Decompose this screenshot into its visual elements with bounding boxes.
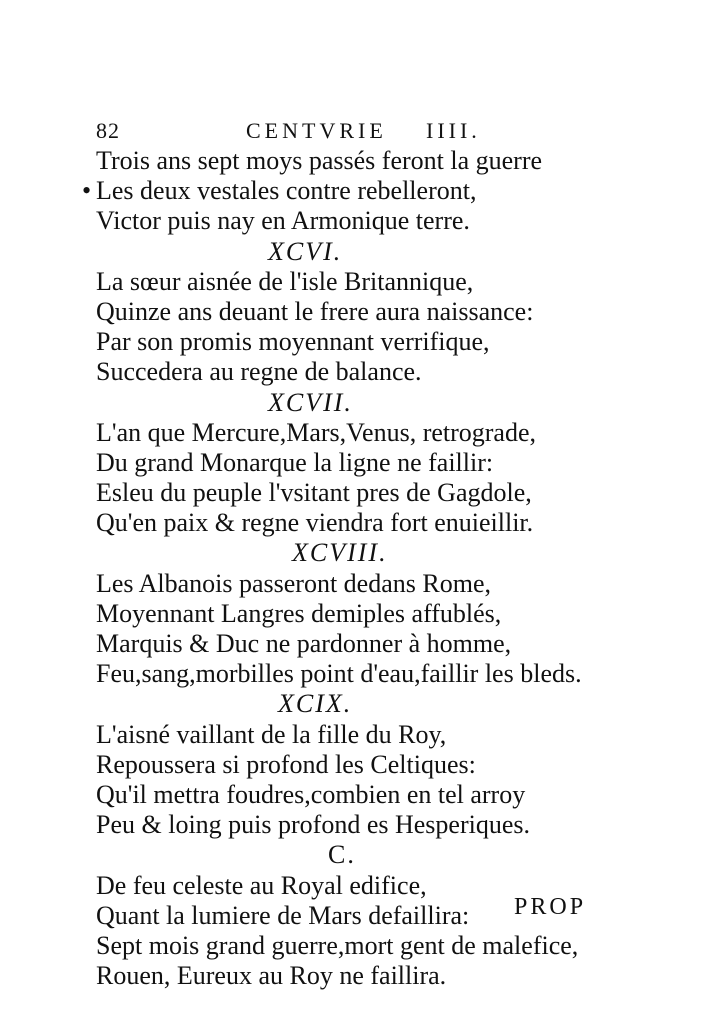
- q98-line-3: Marquis & Duc ne pardonner à homme,: [96, 629, 512, 658]
- running-title-number: IIII.: [426, 118, 481, 143]
- quatrain-heading-100: C.: [328, 840, 356, 870]
- q100-line-4: Rouen, Eureux au Roy ne faillira.: [96, 961, 447, 991]
- q95-line-3: Victor puis nay en Armonique terre.: [96, 206, 470, 236]
- running-title: CENTVRIE: [246, 118, 387, 143]
- quatrain-heading-98: XCVIII.: [292, 538, 388, 568]
- q99-line-1: L'aisné vaillant de la fille du Roy,: [96, 719, 447, 749]
- q96-line-2: Quinze ans deuant le frere aura naissance:: [96, 296, 534, 326]
- q100-line-1: De feu celeste au Royal edifice,: [96, 870, 427, 900]
- catchword: PROP: [514, 894, 587, 920]
- q98-line-4: Feu,sang,morbilles point d'eau,faillir les bleds.: [96, 659, 582, 689]
- page-header: [96, 118, 556, 148]
- q98-line-1: Les Albanois passeront dedans Rome,: [96, 568, 491, 598]
- q96-line-4: Succedera au regne de balance.: [96, 357, 422, 387]
- q97-line-3: Esleu du peuple l'vsitant pres de Gagdole,: [96, 478, 532, 508]
- q95-line-2: [82, 176, 636, 206]
- page-number: 82: [96, 118, 120, 143]
- q96-line-1: La sœur aisnée de l'isle Britannique,: [96, 266, 474, 296]
- margin-mark: •: [82, 176, 92, 206]
- q99-line-3: Qu'il mettra foudres,combien en tel arroy: [96, 779, 526, 809]
- q99-line-4: Peu & loing puis profond es Hesperiques.: [96, 810, 531, 840]
- q97-line-1: L'an que Mercure,Mars,Venus, retrograde,: [96, 417, 537, 447]
- q99-line-2: Repoussera si profond les Celtiques:: [96, 749, 476, 779]
- q100-line-3: Sept mois grand guerre,mort gent de malefice,: [96, 930, 579, 960]
- q98-line-2: Moyennant Langres demiples affublés,: [96, 598, 502, 628]
- q96-line-3: Par son promis moyennant verrifique,: [96, 327, 490, 357]
- quatrain-heading-96: XCVI.: [268, 236, 343, 266]
- quatrain-heading-97: XCVII.: [268, 387, 353, 417]
- q97-line-2: Du grand Monarque la ligne ne faillir:: [96, 447, 494, 477]
- q97-line-4: Qu'en paix & regne viendra fort enuieillir.: [96, 508, 534, 538]
- q100-line-2: Quant la lumiere de Mars defaillira:: [96, 900, 470, 930]
- quatrain-heading-99: XCIX.: [278, 689, 353, 719]
- q95-line-1: Trois ans sept moys passés feront la guerre: [96, 146, 543, 175]
- q95-line-2-text: Les deux vestales contre rebelleront,: [96, 176, 477, 206]
- quatrain-text: [82, 146, 636, 991]
